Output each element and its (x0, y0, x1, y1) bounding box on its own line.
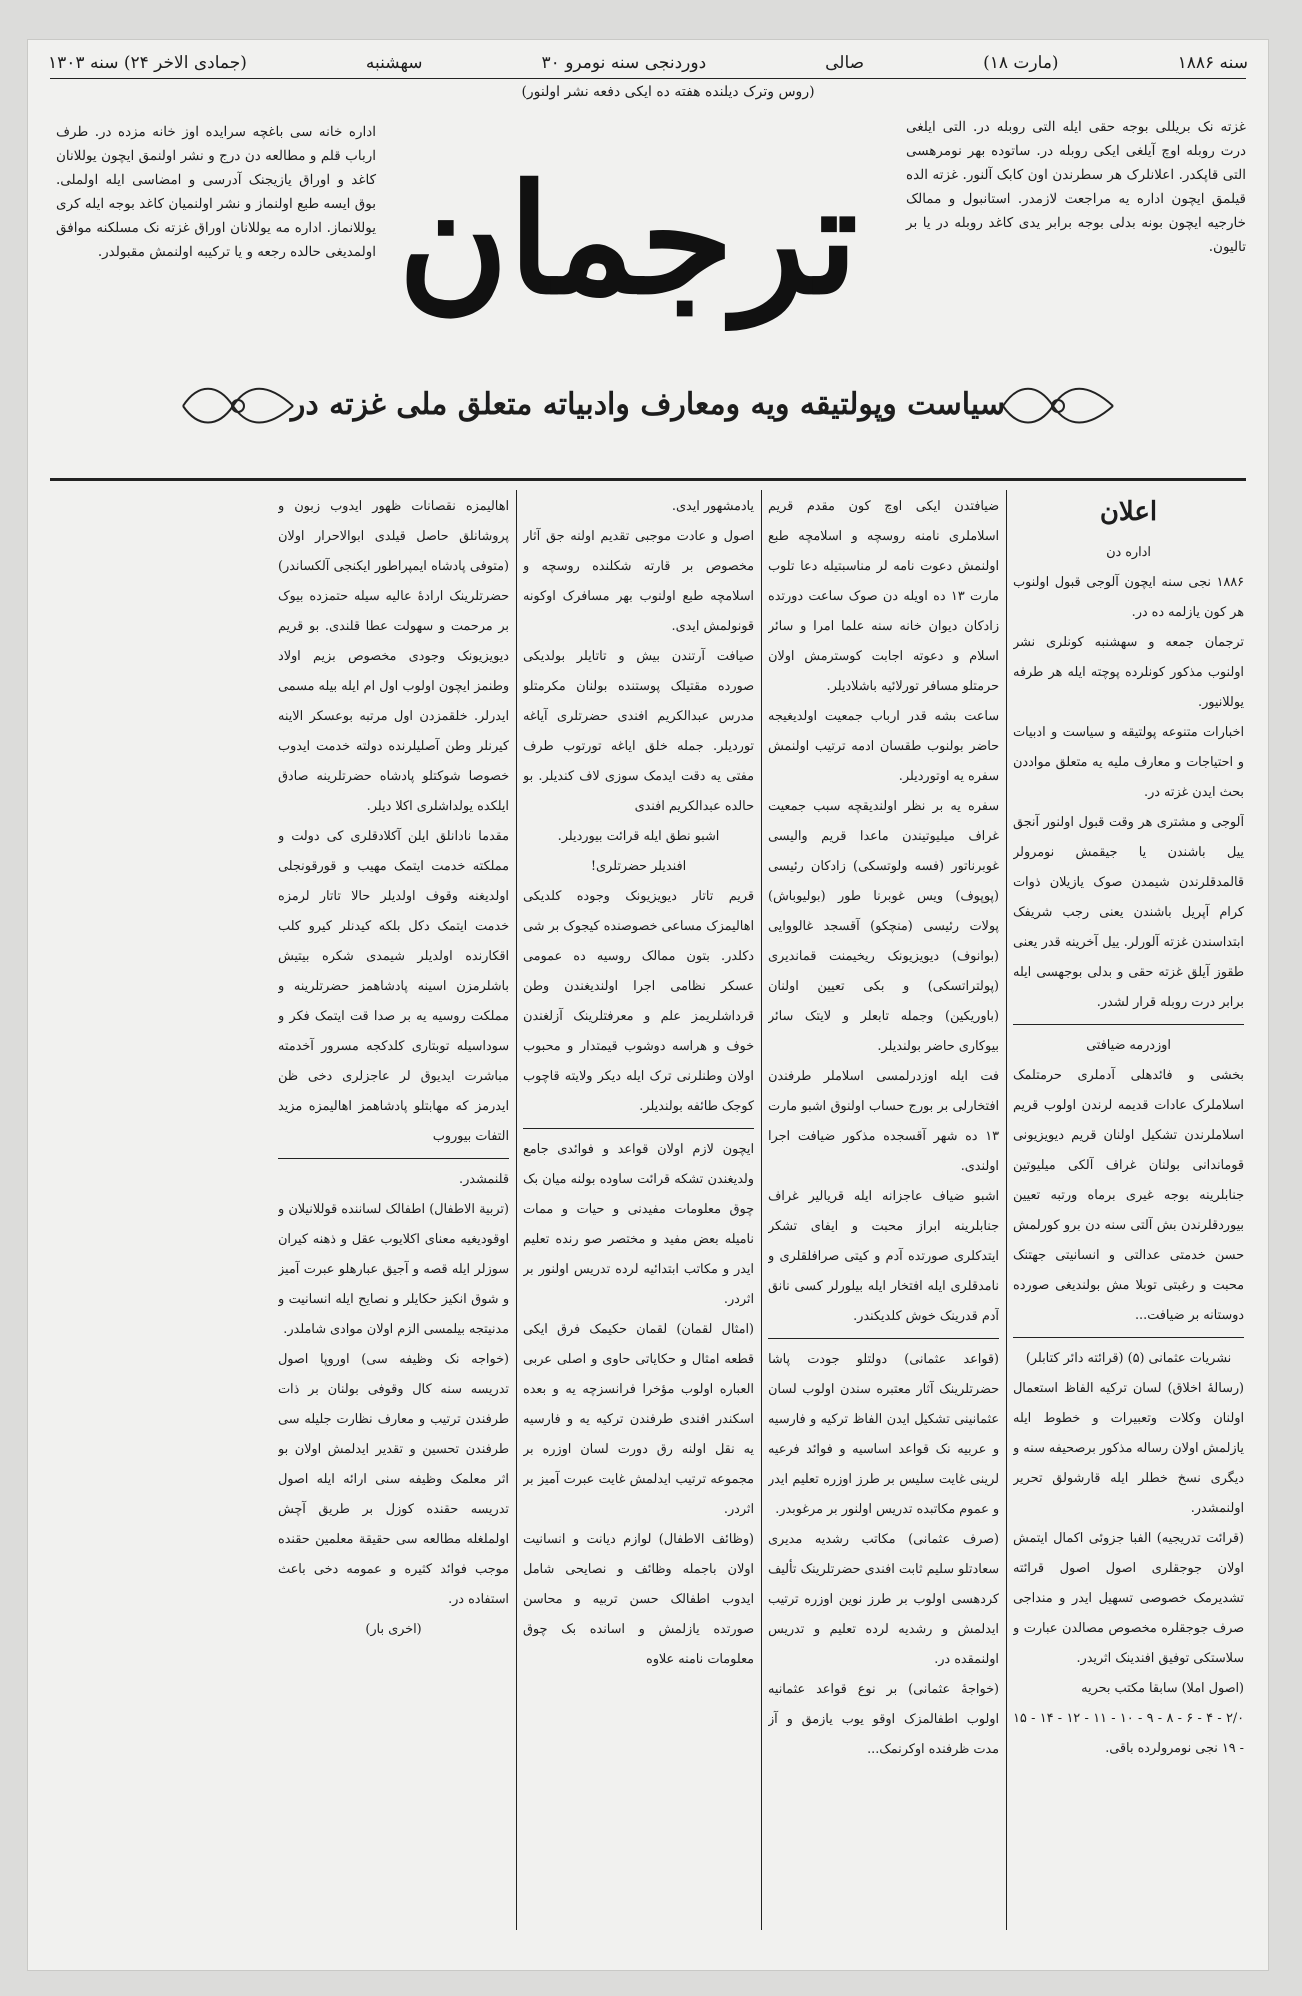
column-1 (1013, 492, 1244, 1922)
column-4-ending: (اخری بار) (365, 1622, 422, 1637)
column-2-paragraph: ضیافتدن ایکی اوچ کون مقدم قریم اسلاملری نامنه روسچه و اسلامچه طبع اولنمش دعوت نامه لر مناسبتیله دعا تلوب مارت ۱۳ ده اویله دن صوک ساعت دورتده زادکان دیوان خانه سنه علما امرا و سائر اسلام و دعوته اجابت کوسترمش اولان حرمتلو مسافر تورلائیه باشلادیلر. (768, 499, 999, 694)
masthead-title (398, 120, 858, 360)
column-2-paragraph: اشبو ضیاف عاجزانه ایله قریالیر غراف جنابلرینه ابراز محبت و ایفای تشکر ایتدکلری صورتده آدم و کیتی صرافلقلری و نامدقلری ایله افتخار ایله بیلورلر کسی نانق آدم قدرینک خوش کلدیکندر. (768, 1189, 999, 1324)
column-4-paragraph: قلنمشدر. (459, 1172, 509, 1187)
title-text: ترجمان (398, 152, 858, 328)
day: صالی (825, 53, 865, 73)
column-3-paragraph: قریم تاتار دیویزیونک وجوده کلدیکی اهالیمزک مساعی خصوصنده کیجوک بر شی دکلدر. بتون ممالک روسیه ده عمومی عسکر نظامی اجرا اولندیغندن وطن قرداشلریمز علم و معرفتلرینک آزلغندن خوف و هراسه دوشوب قیمتدار و محبوب اولان وطنلرنی ترک ایله دیکر ولایته قاچوب کوجک طائفه بولندیلر. (523, 889, 754, 1114)
column-2-divider (768, 1338, 999, 1339)
column-2-paragraph: (صرف عثمانی) مکاتب رشدیه مدیری سعادتلو سلیم ثابت افندی حضرتلرینک تألیف کردهسی اولوب بر طرز نوین اوزره ترتیب ایدلمش و رشدیه لرده تعلیم و تدریس اولنمقده در. (768, 1532, 999, 1667)
column-2-paragraph: (قواعد عثمانی) دولتلو جودت پاشا حضرتلرینک آثار معتبره سندن اولوب لسان عثمانینی تشکیل ایدن الفاظ ترکیه و فارسیه و عربیه نک قواعد اساسیه و فوائد فرعیه لرینی غایت سلیس بر طرز اوزره تعلیم ایدر و عموم مکاتبده تدریس اولنور بر مرغوبدر. (768, 1352, 999, 1517)
weekday: سهشنبه (365, 53, 423, 73)
column-3-paragraph: صیافت آرتندن بیش و تاتایلر بولدیکی صورده مقتیلک پوستنده بولنان مکرمتلو مدرس عبدالکریم افندی حضرتلری آیاغه توردیلر. جمله خلق ایاغه تورتوب طرف مفتی یه دقت ایدمک سوزی لاف کندیلر. بو حالده عبدالکریم افندی (523, 649, 754, 814)
column-4-paragraph: مقدما نادانلق ایلن آکلادقلری کی دولت و مملکته خدمت ایتمک مهیب و قورقونجلی اولدیغنه وقوف اولدیلر حالا تاتار لرمزه خدمت ایتمک دکل بلکه کیدنلر کیرو کلب اقکارنده اولدیلر شیمدی شکره بیتیش باشلرمزن اسینه پادشاهمز حضرتلرینه و مملکت روسیه یه بر صدا قت ایتمک فکر و سوداسیله توبتاری کلدکجه مسرور آخدمته مباشرت ایدیوق لر عاجزلری دخی ظن ایدرمز که مهابتلو پادشاهمز اهالیمزه مزید التفات بیوروب (278, 829, 509, 1144)
column-4-paragraph: اهالیمزه نقصانات ظهور ایدوب زبون و پروشانلق حاصل قیلدی ابوالاحرار اولان (متوفی پادشاه ایمپراطور ایکنجی آلکساندر) حضرتلرینک ارادهٔ عالیه سیله حتمزده بیوک بر مرحمت و سهولت عطا قلندی. بو قریم دیویزیونک وجودی مخصوص بزیم اولاد وطنمز ایچون اولوب اول ام ایله بیله مسمی ایدرلر. خلقمزدن اول مرتبه بوعسکر الاینه کیرنلر وطن آصلیلرنده دولته خدمت ایدوب خصوصا شوکتلو پادشاه حضرتلرینه صادق ایلکده یولداشلری اکلا دیلر. (278, 499, 509, 814)
newspaper-page (28, 40, 1268, 1970)
column-3 (523, 492, 754, 1922)
column-1-paragraph: آلوجی و مشتری هر وقت قبول اولنور آنجق ییل باشندن یا جیقمش نومرولر قالمدقلرندن شیمدن صوک یازیلان ذوات کرام آپریل باشندن یعنی رجب شریفک ابتداسندن غزته آلورلر. ییل آخرینه قدر یعنی طقوز آیلق غزته حقی و بدلی بوجهسی ایله برابر درت روبله قرار لشدر. (1013, 815, 1244, 1010)
column-4-divider (278, 1158, 509, 1159)
column-1-paragraph: ترجمان جمعه و سهشنبه کونلری نشر اولنوب مذکور کونلرده پوچته ایله هر طرفه یوللانیور. (1013, 635, 1244, 710)
column-3-heading: افندیلر حضرتلری! (590, 859, 687, 874)
date-rumi: (مارت ۱۸) (983, 53, 1059, 73)
column-1-paragraph: (اصول املا) سابقا مکتب بحریه (1081, 1681, 1244, 1696)
column-divider (761, 490, 762, 1930)
dateline-rule (50, 78, 1246, 79)
column-1-paragraph: (رسالهٔ اخلاق) لسان ترکیه الفاظ استعمال اولنان وکلات وتعبیرات و خطوط ایله یازلمش اولان رساله مذکور برصحیفه سنه و دیگری نسخ خطلر ایله قارشولق تحریر اولنمشدر. (1013, 1381, 1244, 1516)
column-1-heading: اوزدرمه ضیافتی (1086, 1038, 1171, 1053)
column-divider (516, 490, 517, 1930)
office-notice: اداره خانه سی باغچه سرایده اوز خانه مزده در. طرف ارباب قلم و مطالعه دن درج و نشر اولنمق ایچون یوللانان کاغد و اوراق یازیجنک آدرسی و امضاسی ایله اولملی. بوق ایسه طبع اولنماز و نشر اولنمیان کاغد بوجه ایله کری یوللانماز. اداره مه یوللانان اوراق غزته نک مسلکنه موافق اولمدیغی حالده رجعه و یا ترکیبه اولنمش مقبولدر. (56, 124, 376, 260)
column-1-paragraph: ۲/۰ - ۴ - ۶ - ۸ - ۹ - ۱۰ - ۱۱ - ۱۲ - ۱۴ - ۱۵ - ۱۹ نجی نومرولرده باقی. (1013, 1711, 1244, 1756)
masthead-rule (50, 478, 1246, 481)
dateline (48, 50, 1248, 76)
column-3-paragraph: اصول و عادت موجبی تقدیم اولنه جق آثار مخصوص بر قارته شکلنده روسچه و اسلامچه طبع اولنوب بهر مسافرک اوکونه قونولمش ایدی. (523, 529, 754, 634)
publication-subline: (روس وترک دیلنده هفته ده ایکی دفعه نشر اولنور) (521, 84, 815, 100)
column-3-paragraph: یادمشهور ایدی. (671, 499, 754, 514)
ornament-right-icon (998, 378, 1118, 434)
year: سنه ۱۸۸۶ (1177, 53, 1248, 73)
column-3-divider (523, 1128, 754, 1129)
subscription-notice: غزته نک بریللی بوجه حقی ایله التی روبله در. التی ایلغی درت روبله اوچ آیلغی ایکی روبله در. ساتوده بهر نومرهسی التی قاپکدر. اعلانلرک هر سطرندن اون کابک آلنور. غزته الده قیلمق ایچون اداره یه مراجعت لازمدر. استانبول و ممالک خارجیه ایچون بونه بدلی بوجه برابر یدی کاغد روبله در یا بر تالیون. (906, 119, 1246, 255)
column-4 (278, 492, 509, 1922)
column-1-divider (1013, 1024, 1244, 1025)
column-3-paragraph: ایچون لازم اولان قواعد و فوائدی جامع ولدیغندن تشکه قرائت ساوده بولنه میان بک چوق معلومات مفیدنی و حیات و ممات نامیله بعض مفید و مختصر صو رنده تعلیم ایدر و مکاتب ابتدائیه لرده تدریس اولنور بر اثردر. (523, 1142, 754, 1307)
column-4-paragraph: (تربیة الاطفال) اطفالک لساننده قوللانیلان و اوقودیغیه معنای اکلایوب عقل و ذهنه کیران سوزلر ایله قصه و آجیق عبارهلو عبرت آمیز و شوق انکیز حکایلر و نصایح ایله انسانیت و مدنیتجه بیلمسی الزم اولان موادی شاملدر. (278, 1202, 509, 1337)
column-divider (1006, 490, 1007, 1930)
column-2 (768, 492, 999, 1922)
column-4-paragraph: (خواجه نک وظیفه سی) اوروپا اصول تدریسه سنه کال وقوفی بولنان بر ذات طرفندن ترتیب و معارف نظارت جلیله سی طرفندن تحسین و تقدیر ایدلمش اولان بو اثر معلمک وظیفه سنی ارائه ایله اصول تدریسه حقنده کوزل بر طریق آچش اولملغله مطالعه سی حقیقة معلمین حقنده موجب فوائد کثیره و عمومه دخی باعث استفاده در. (278, 1352, 509, 1607)
column-1-paragraph: ۱۸۸۶ نجی سنه ایچون آلوجی قبول اولنوب هر کون یازلمه ده در. (1013, 575, 1244, 620)
column-1-title: اعلان (1099, 497, 1158, 527)
issue-info: دوردنجی سنه نومرو ۳۰ (541, 53, 707, 73)
column-1-subtitle: اداره دن (1106, 545, 1151, 560)
column-1-divider (1013, 1337, 1244, 1338)
date-hijri: (جمادی الاخر ۲۴) سنه ۱۳۰۳ (48, 53, 247, 73)
column-3-heading: اشبو نطق ایله قرائت بیوردیلر. (557, 829, 720, 844)
column-2-paragraph: ساعت بشه قدر ارباب جمعیت اولدیغیجه حاضر بولنوب طقسان ادمه ترتیب اولنمش سفره یه اوتوردیلر. (768, 709, 999, 784)
column-3-paragraph: (وظائف الاطفال) لوازم دیانت و انسانیت اولان باجمله وظائف و نصایحی شامل ایدوب اطفالک حسن تربیه و محاسن صورتده یازلمش و اسانده بک چوق معلومات نامنه علاوه (523, 1532, 754, 1667)
column-3-paragraph: (امثال لقمان) لقمان حکیمک فرق ایکی قطعه امثال و حکایاتی حاوی و اصلی عربی العباره اولوب مؤخرا فرانسزچه یه و بعده اسکندر افندی طرفندن ترکیه یه و فارسیه یه نقل اولنه رق دورت لسان اوزره بر مجموعه ترتیب ایدلمش غایت عبرت آمیز بر اثردر. (523, 1322, 754, 1517)
column-1-heading: نشریات عثمانی (۵) (قرائته دائر کتابلر) (1025, 1351, 1232, 1366)
column-1-paragraph: اخبارات متنوعه پولتیقه و سیاست و ادبیات و احتیاجات و معارف ملیه یه متعلق مواددن بحث ایدن غزته در. (1013, 725, 1244, 800)
column-2-paragraph: سفره یه بر نظر اولندیقچه سبب جمعیت غراف میلیوتیندن ماعدا قریم والیسی غوبرناتور (فسه ولوتسکی) زادکان رئیسی (پوپوف) ویس غوبرنا طور (بولیوباش) پولات رئیسی (منچکو) آقسجد غالووایی (بوانوف) دیویزیونک ریخیمنت قماندیری (پولتراتسکی) و بکی تعیین اولنان (باوریکین) وجمله تابعلر و لایتک سائر بیوکاری حاضر بولندیلر. (768, 799, 999, 1054)
column-1-paragraph: (قرائت تدریجیه) الفبا جزوئی اکمال ایتمش اولان جوجقلری اصول اصول قرائته تشدیرمک خصوصی تسهیل ایدر و منداجی صرف جوجقلره مخصوص مصالدن عبارت و سلاستکی توفیق افندینک اثریدر. (1013, 1531, 1244, 1666)
masthead-motto: سیاست وپولتیقه ویه ومعارف وادبیاته متعلق ملی غزته در (290, 387, 1006, 422)
column-1-paragraph: بخشی و فائدهلی آدملری حرمتلمک اسلاملرک عادات قدیمه لرندن اولوب قریم اسلاملرندن تشکیل اولنان قریم دیویزیونی قوماندانی بولنان غراف آلکی میلیوتین جنابلرینه بوجه غیری برماه ورتبه تعیین بیوردقلرندن بش آلتی سنه دن برو کورلمش حسن خدمتی عدالتی و انسانیتی جهتنک محبت و رغبتی توبلا مش بولندیغی صورده دوستانه بر ضیافت... (1013, 1068, 1244, 1323)
column-2-paragraph: (خواجهٔ عثمانی) بر نوع قواعد عثمانیه اولوب اطفالمزک اوقو یوب یازمق و آز مدت ظرفنده اوکرنمک... (768, 1682, 999, 1757)
column-2-paragraph: فت ایله اوزدرلمسی اسلاملر طرفندن افتخارلی بر بورج حساب اولنوق اشبو مارت ۱۳ ده شهر آقسجده مذکور ضیافت اجرا اولندی. (768, 1069, 999, 1174)
